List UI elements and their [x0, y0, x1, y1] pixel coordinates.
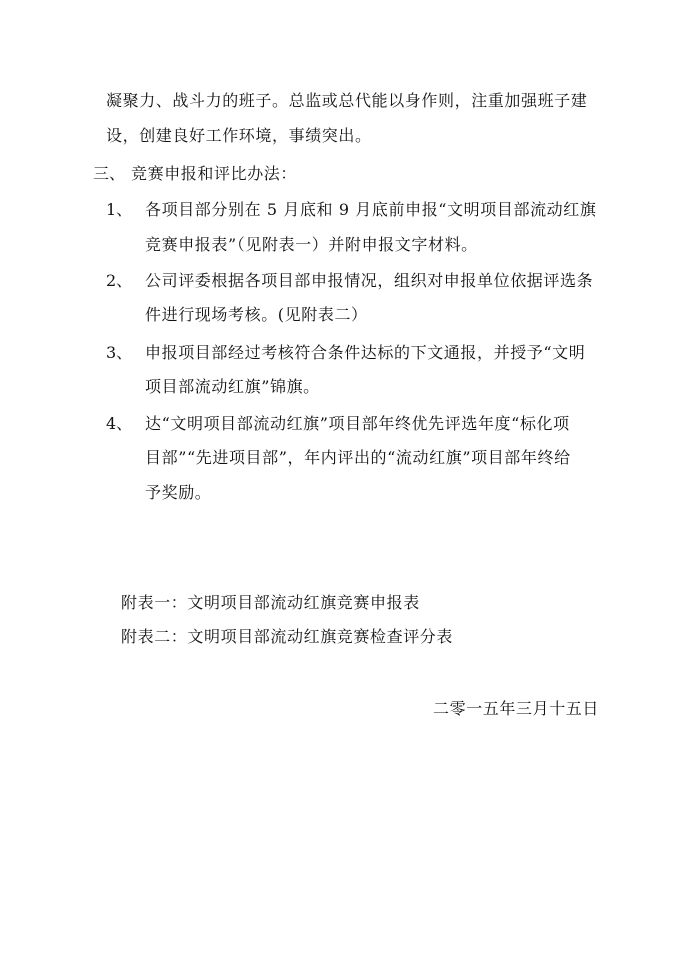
attachment-1: 附表一：文明项目部流动红旗竞赛申报表 [121, 593, 420, 612]
item-2-line-2: 件进行现场考核。(见附表二） [145, 305, 368, 324]
item-2-number: 2、 [106, 271, 133, 290]
item-2-line-1: 公司评委根据各项目部申报情况，组织对申报单位依据评选条 [145, 271, 594, 290]
item-4-line-3: 予奖励。 [145, 483, 212, 502]
document-date: 二零一五年三月十五日 [433, 699, 600, 718]
item-4-line-1: 达“文明项目部流动红旗”项目部年终优先评选年度“标化项 [145, 414, 570, 433]
item-1-line-1: 各项目部分别在 5 月底和 9 月底前申报“文明项目部流动红旗 [145, 200, 597, 219]
item-3-line-1: 申报项目部经过考核符合条件达标的下文通报，并授予“文明 [145, 343, 586, 362]
attachment-2: 附表二：文明项目部流动红旗竞赛检查评分表 [121, 627, 454, 646]
intro-line-1: 凝聚力、战斗力的班子。总监或总代能以身作则，注重加强班子建 [106, 91, 588, 110]
item-3-line-2: 项目部流动红旗”锦旗。 [145, 377, 320, 396]
item-4-line-2: 目部”“先进项目部”，年内评出的“流动红旗”项目部年终给 [145, 448, 571, 467]
section-3-number: 三、 [93, 164, 126, 183]
item-4-number: 4、 [106, 414, 133, 433]
section-3-title: 竞赛申报和评比办法： [131, 164, 298, 183]
item-1-number: 1、 [106, 200, 133, 219]
item-3-number: 3、 [106, 343, 133, 362]
item-1-line-2: 竞赛申报表”（见附表一）并附申报文字材料。 [145, 235, 478, 254]
intro-line-2: 设，创建良好工作环境，事绩突出。 [106, 126, 372, 145]
